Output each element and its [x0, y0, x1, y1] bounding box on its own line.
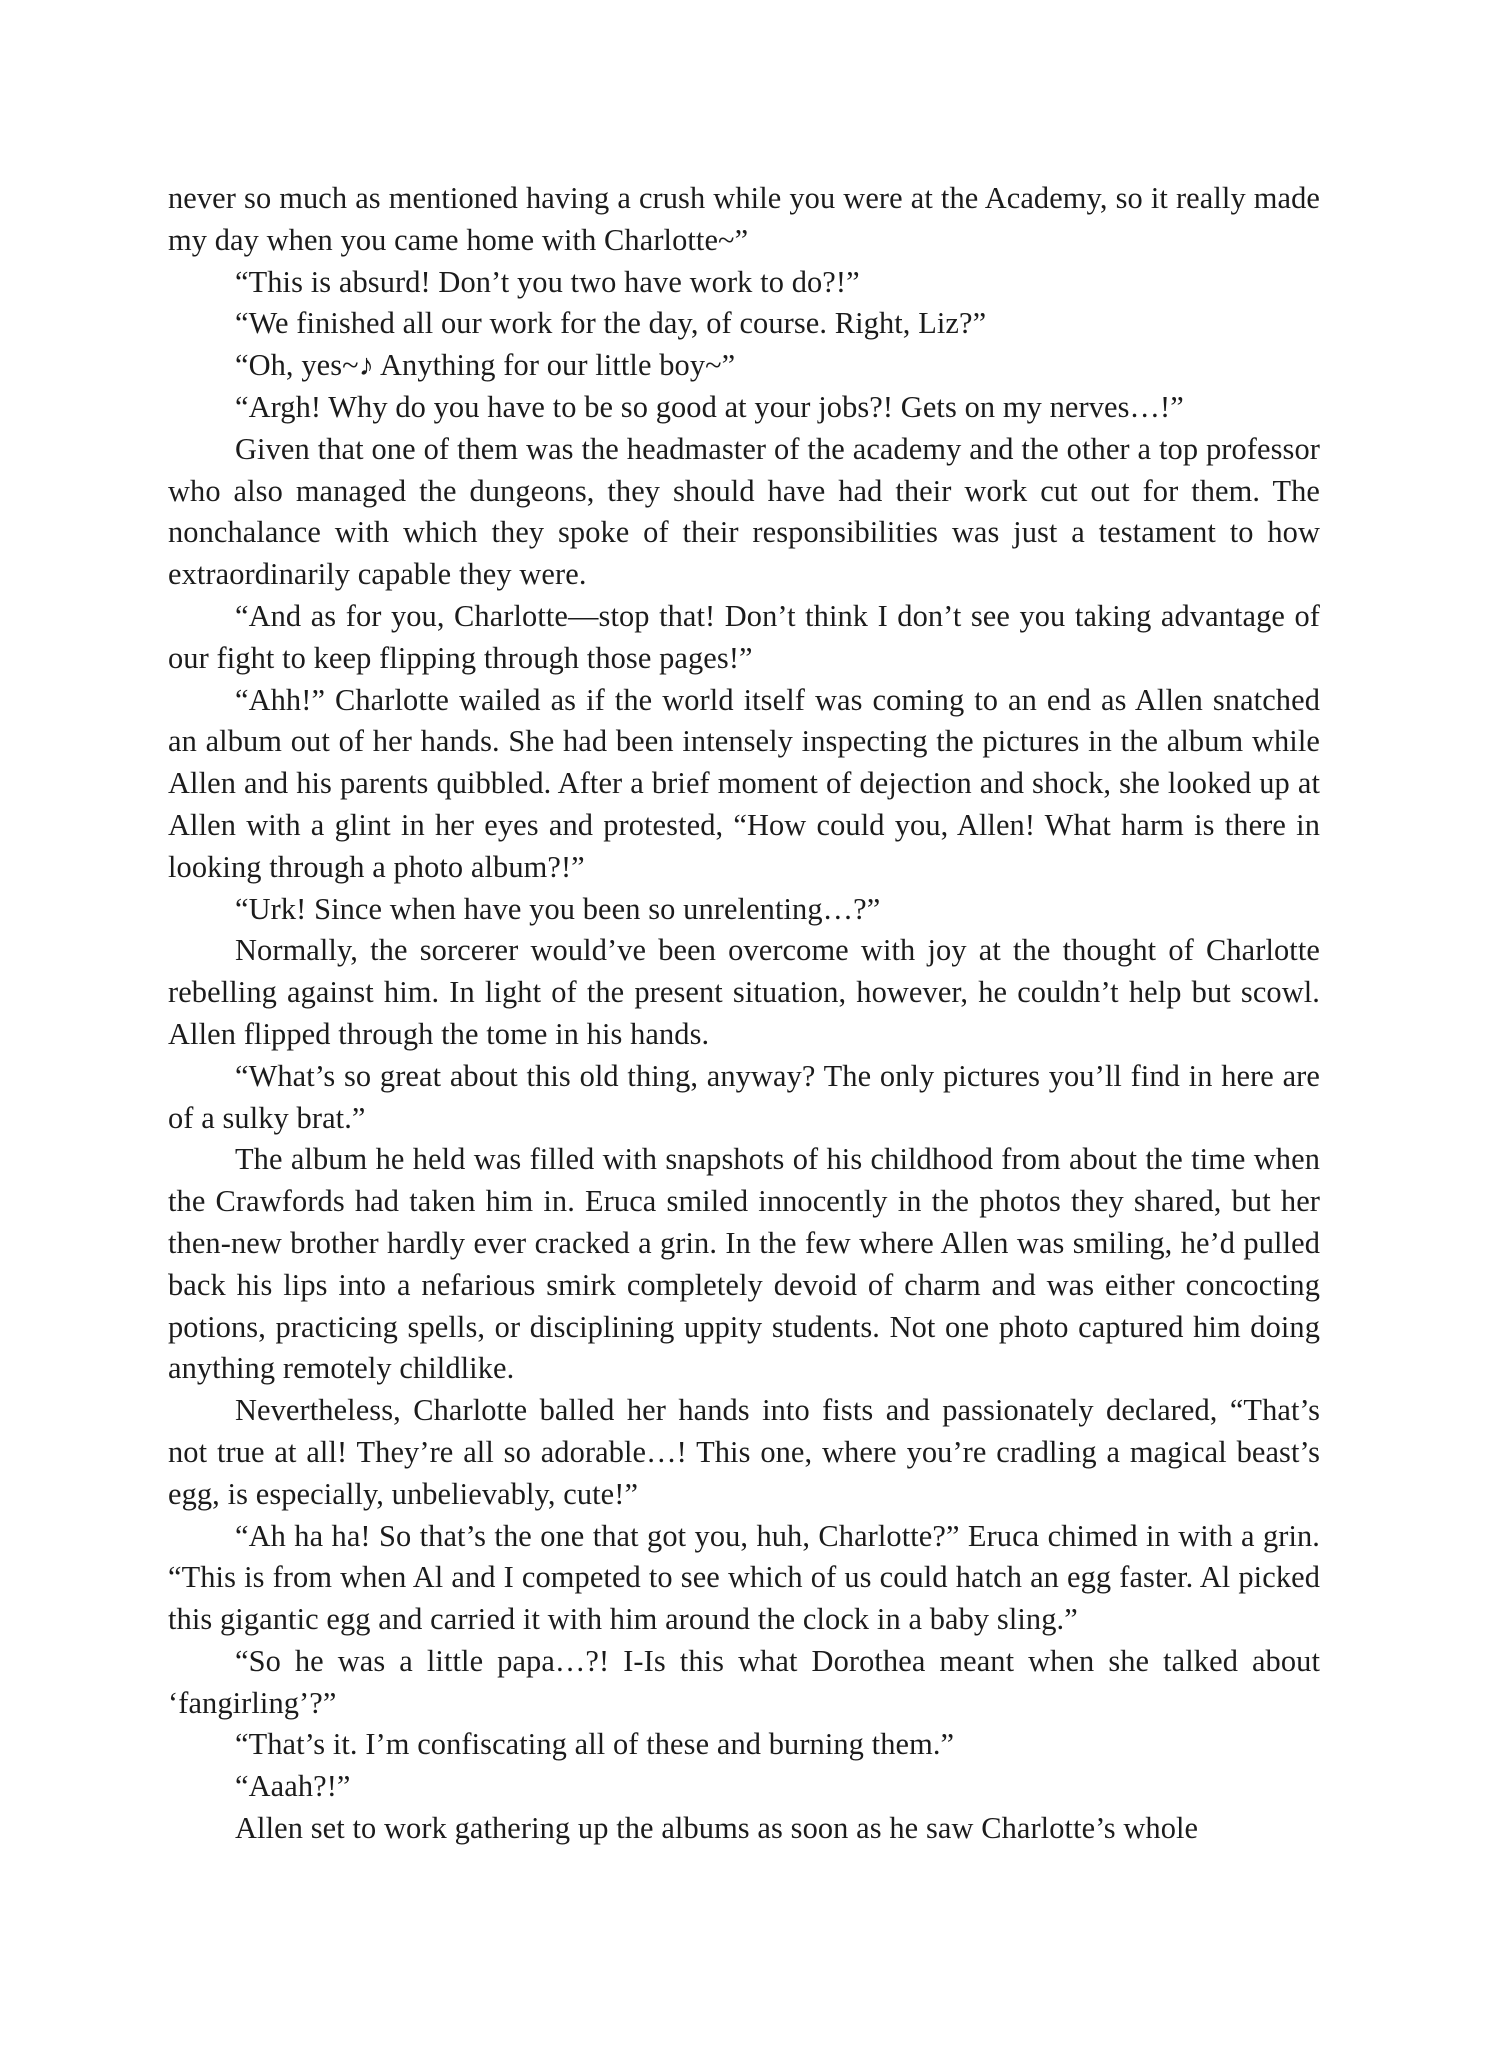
paragraph: “So he was a little papa…?! I-Is this what Dorothea meant when she talked about ‘fangirling’?”	[168, 1643, 1320, 1720]
paragraph: Normally, the sorcerer would’ve been overcome with joy at the thought of Charlotte rebelling against him. In light of the present situation, however, he couldn’t help but scowl. Allen flipped through the tome in his hands.	[168, 933, 1320, 1051]
paragraph: Nevertheless, Charlotte balled her hands into fists and passionately declared, “That’s not true at all! They’re all so adorable…! This one, where you’re cradling a magical beast’s egg, is especially, unbelievably, cute!”	[168, 1393, 1320, 1511]
paragraph: The album he held was filled with snapshots of his childhood from about the time when the Crawfords had taken him in. Eruca smiled innocently in the photos they shared, but her then-new brother hardly ever cracked a grin. In the few where Allen was smiling, he’d pulled back his lips into a nefarious smirk completely devoid of charm and was either concocting potions, practicing spells, or disciplining uppity students. Not one photo captured him doing anything remotely childlike.	[168, 1142, 1320, 1386]
paragraph: “What’s so great about this old thing, anyway? The only pictures you’ll find in here are of a sulky brat.”	[168, 1058, 1320, 1135]
book-page-body	[168, 178, 1320, 1850]
paragraph: “This is absurd! Don’t you two have work to do?!”	[235, 264, 860, 299]
paragraph: “And as for you, Charlotte—stop that! Don’t think I don’t see you taking advantage of our fight to keep flipping through those pages!”	[168, 598, 1320, 675]
paragraph: “We finished all our work for the day, of course. Right, Liz?”	[235, 306, 987, 341]
paragraph-continued: never so much as mentioned having a crush while you were at the Academy, so it really made my day when you came home with Charlotte~”	[168, 181, 1320, 257]
paragraph: Given that one of them was the headmaster of the academy and the other a top professor who also managed the dungeons, they should have had their work cut out for them. The nonchalance with which they spoke of their responsibilities was just a testament to how extraordinarily capable they were.	[168, 431, 1320, 592]
paragraph: “Oh, yes~♪ Anything for our little boy~”	[235, 348, 736, 383]
paragraph: “Aaah?!”	[235, 1769, 351, 1804]
paragraph: “Ahh!” Charlotte wailed as if the world itself was coming to an end as Allen snatched an album out of her hands. She had been intensely inspecting the pictures in the album while Allen and his parents quibbled. After a brief moment of dejection and shock, she looked up at Allen with a glint in her eyes and protested, “How could you, Allen! What harm is there in looking through a photo album?!”	[168, 682, 1320, 884]
paragraph: “Argh! Why do you have to be so good at your jobs?! Gets on my nerves…!”	[235, 389, 1184, 424]
paragraph: “That’s it. I’m confiscating all of these and burning them.”	[235, 1727, 955, 1762]
paragraph: “Ah ha ha! So that’s the one that got you, huh, Charlotte?” Eruca chimed in with a grin. “This is from when Al and I competed to see which of us could hatch an egg faster. Al picked this gigantic egg and carried it with him around the clock in a baby sling.”	[168, 1518, 1320, 1637]
paragraph: “Urk! Since when have you been so unrelenting…?”	[235, 891, 881, 926]
paragraph-last: Allen set to work gathering up the albums as soon as he saw Charlotte’s whole	[235, 1811, 1199, 1846]
